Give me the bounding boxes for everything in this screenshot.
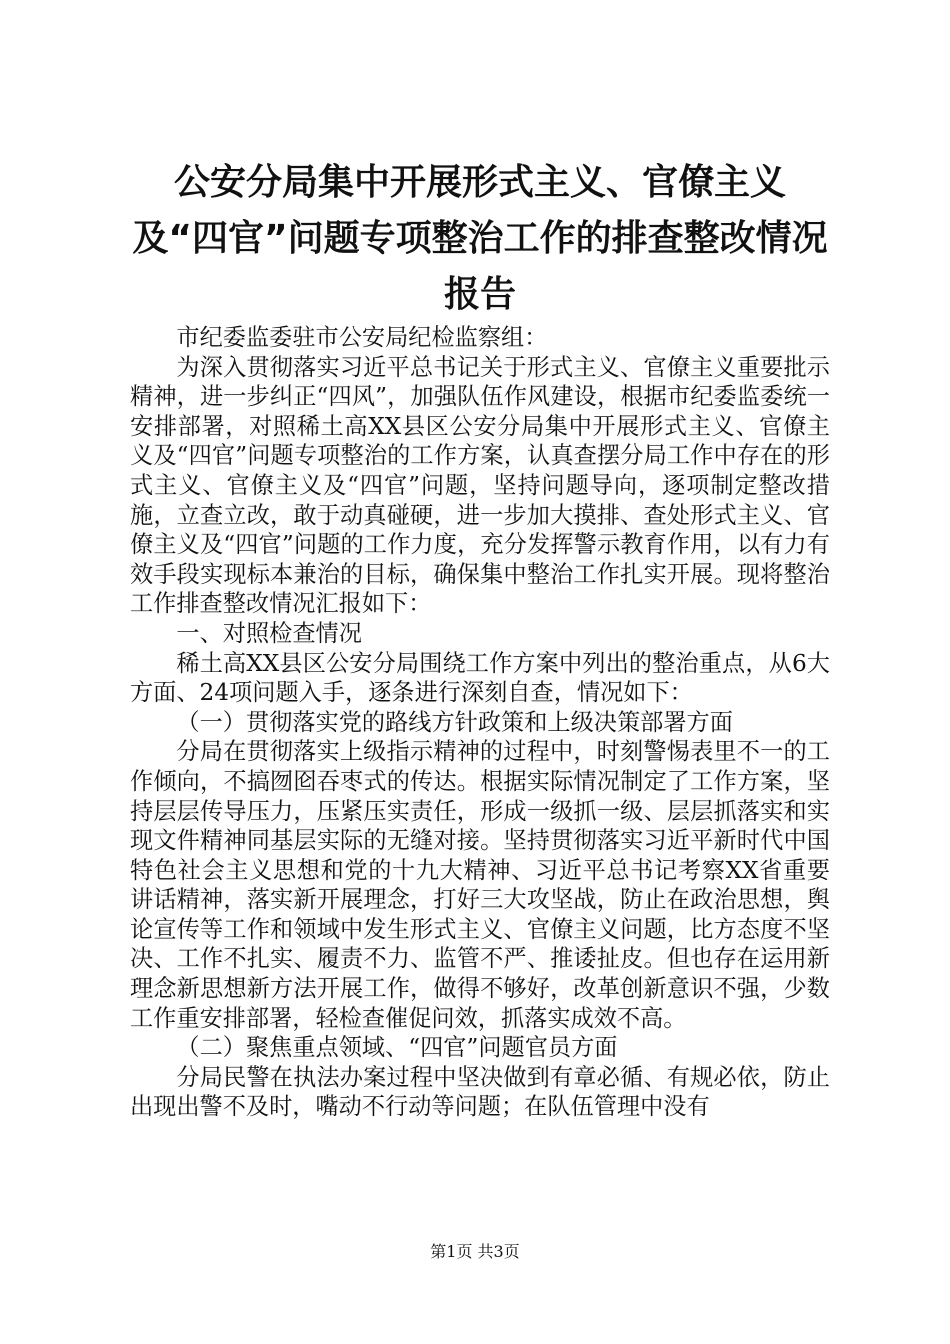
subsection-paragraph-1: 分局在贯彻落实上级指示精神的过程中，时刻警惕表里不一的工作倾向，不搞囫囵吞枣式的传达。根据实际情况制定了工作方案，坚持层层传导压力，压紧压实责任，形成一级抓一级、层层抓落实和实现文件精神同基层实际的无缝对接。坚持贯彻落实习近平新时代中国特色社会主义思想和党的十九大精神、习近平总书记考察XX省重要讲话精神，落实新开展理念，打好三大攻坚战，防止在政治思想，舆论宣传等工作和领域中发生形式主义、官僚主义问题，比方态度不坚决、工作不扎实、履责不力、监管不严、推诿扯皮。但也存在运用新理念新思想新方法开展工作，做得不够好，改革创新意识不强，少数工作重安排部署，轻检查催促问效，抓落实成效不高。 — [130, 738, 830, 1032]
salutation: 市纪委监委驻市公安局纪检监察组： — [176, 324, 548, 351]
subsection-heading-1: （一）贯彻落实党的路线方针政策和上级决策部署方面 — [176, 708, 733, 736]
document-page — [130, 155, 830, 1122]
document-body — [130, 323, 830, 1122]
document-title: 公安分局集中开展形式主义、官僚主义及“四官”问题专项整治工作的排查整改情况报告 — [132, 162, 828, 315]
section-heading-1: 一、对照检查情况 — [176, 619, 362, 647]
page-number-footer: 第1页 共3页 — [430, 1242, 520, 1261]
intro-paragraph: 为深入贯彻落实习近平总书记关于形式主义、官僚主义重要批示精神，进一步纠正“四风”，加强队伍作风建设，根据市纪委监委统一安排部署，对照稀土高XX县区公安分局集中开展形式主义、官僚主义及“四官”问题专项整治的工作方案，认真查摆分局工作中存在的形式主义、官僚主义及“四官”问题，坚持问题导向，逐项制定整改措施，立查立改，敢于动真碰硬，进一步加大摸排、查处形式主义、官僚主义及“四官”问题的工作力度，充分发挥警示教育作用，以有力有效手段实现标本兼治的目标，确保集中整治工作扎实开展。现将整治工作排查整改情况汇报如下： — [130, 353, 830, 618]
subsection-heading-2: （二）聚焦重点领域、“四官”问题官员方面 — [176, 1034, 618, 1062]
subsection-paragraph-2: 分局民警在执法办案过程中坚决做到有章必循、有规必依，防止出现出警不及时，嘴动不行动等问题；在队伍管理中没有 — [130, 1063, 830, 1121]
section-paragraph: 稀土高XX县区公安分局围绕工作方案中列出的整治重点，从6大方面、24项问题入手，逐条进行深刻自查，情况如下： — [130, 649, 830, 707]
